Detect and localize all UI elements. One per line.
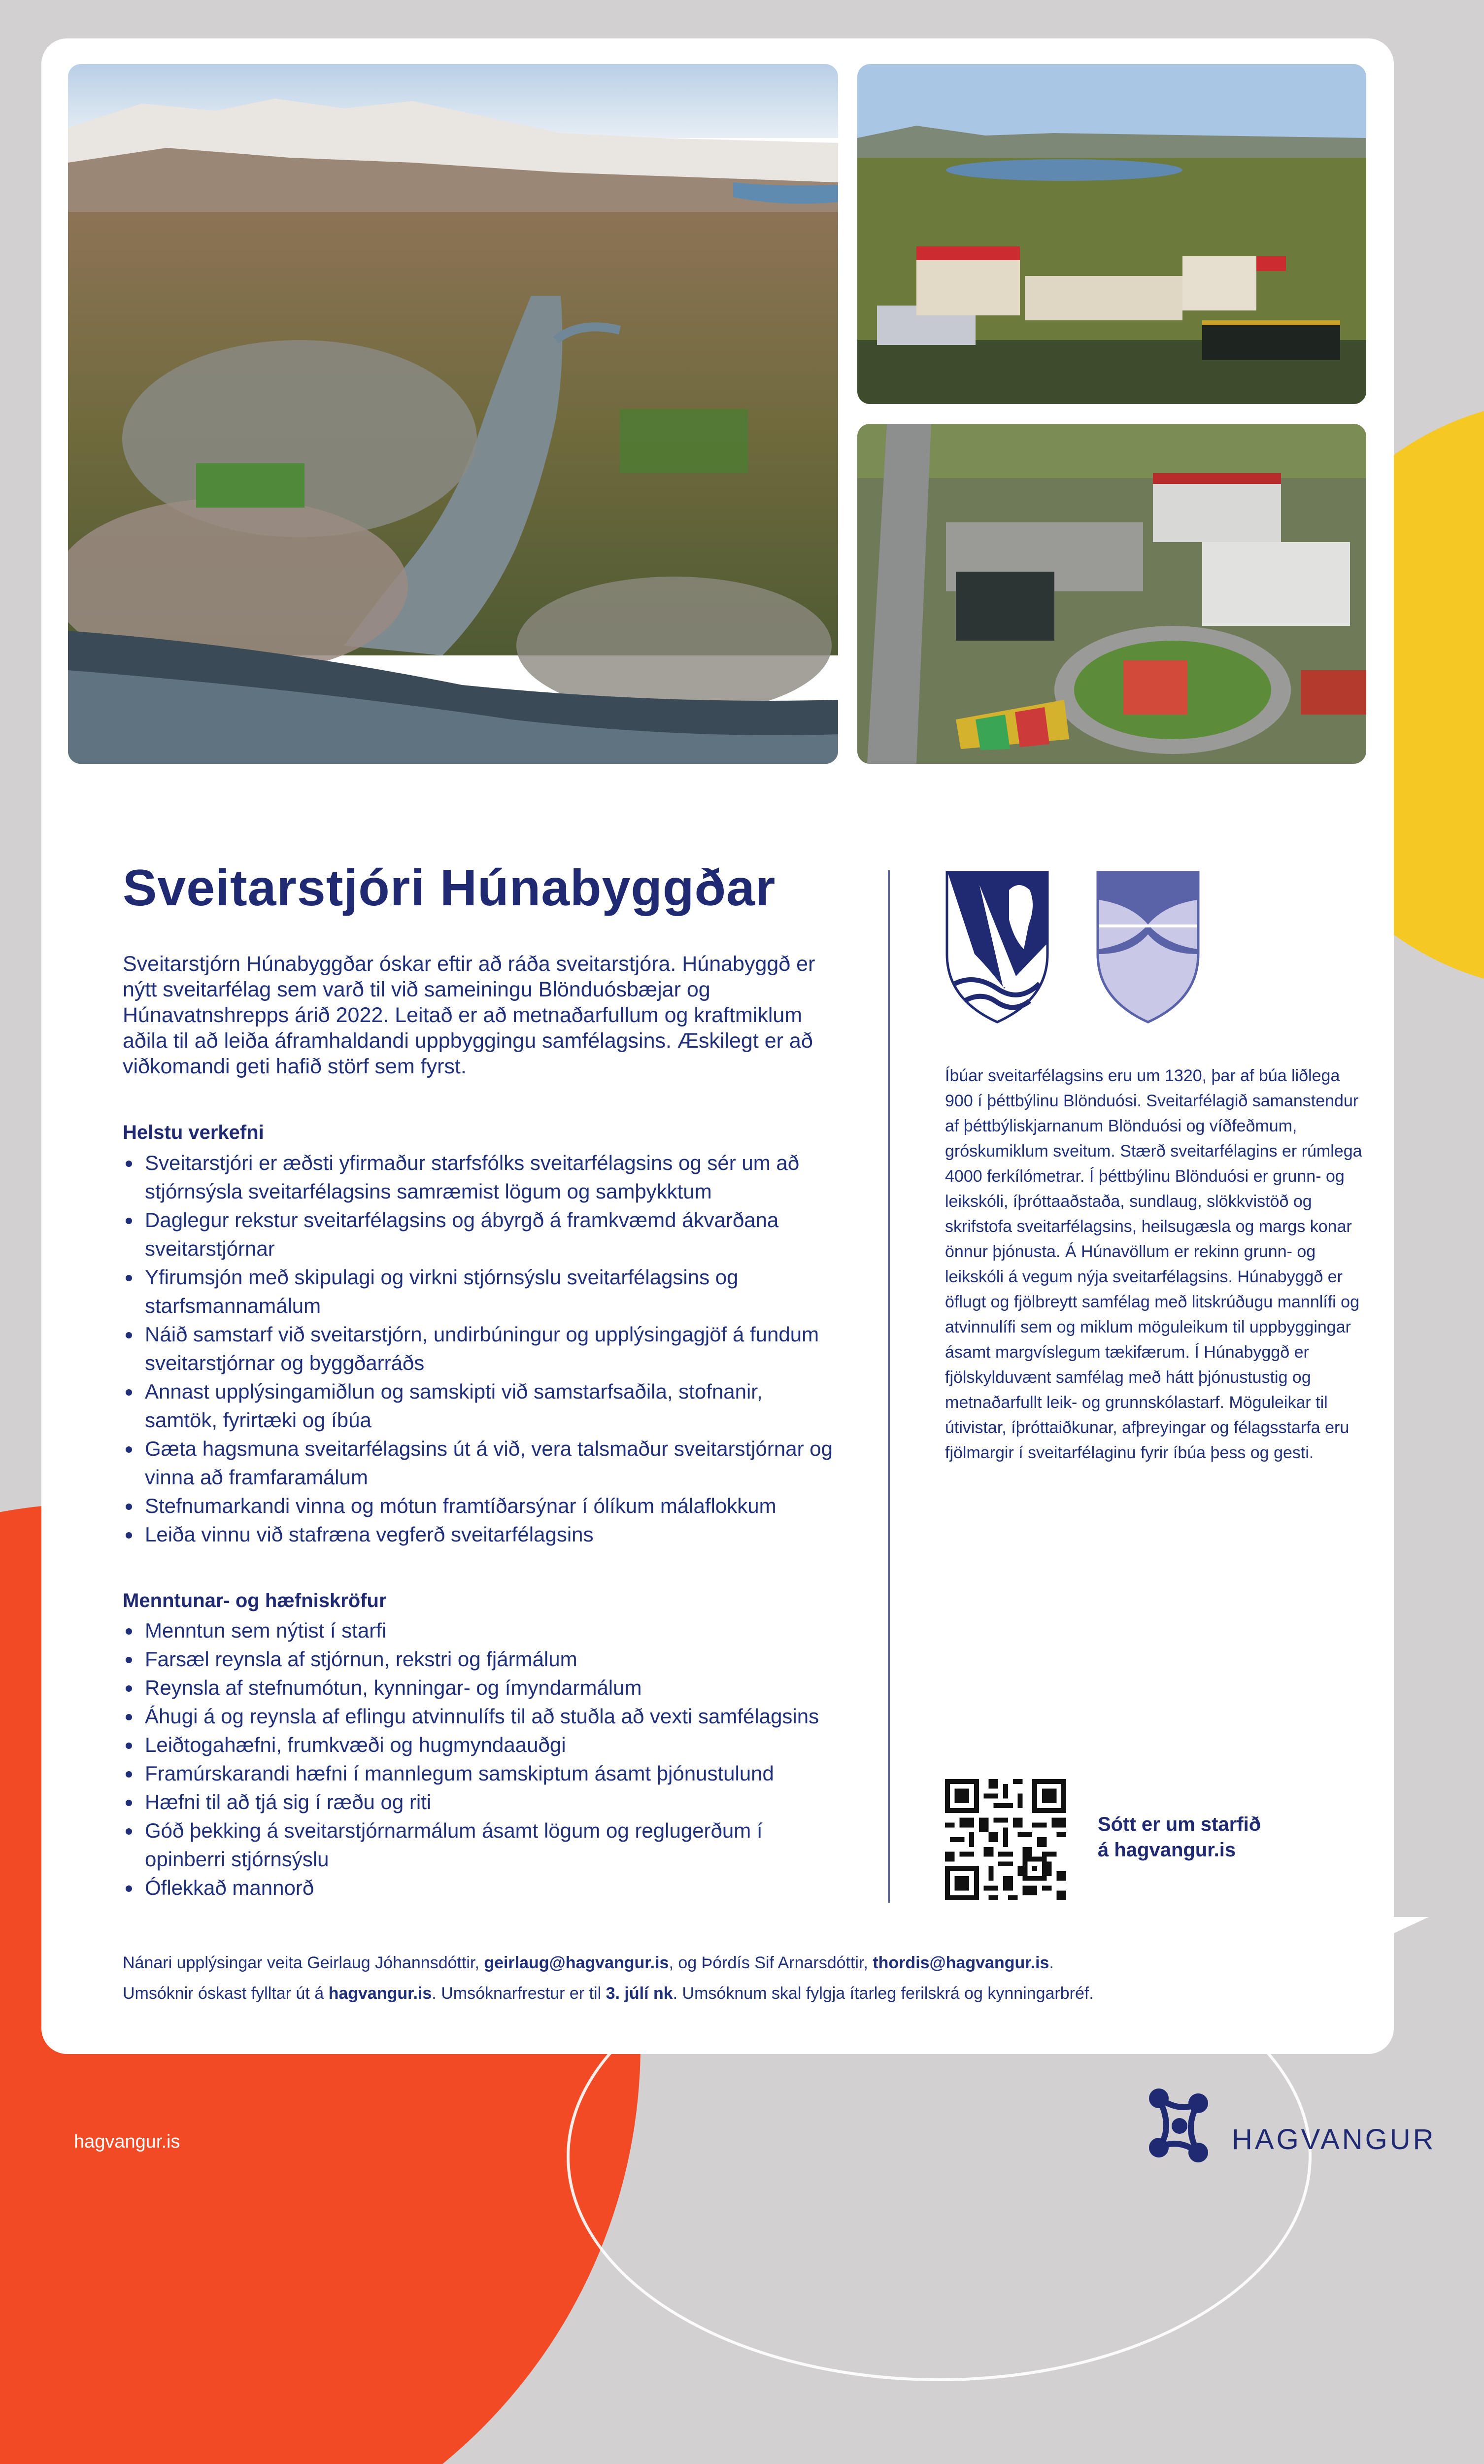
list-item: Daglegur rekstur sveitarfélagsins og ábyrgð á framkvæmd ákvarðana sveitarstjórnar xyxy=(123,1206,837,1263)
deadline-site-link[interactable]: hagvangur.is xyxy=(328,1984,432,2003)
list-item: Framúrskarandi hæfni í mannlegum samskiptum ásamt þjónustulund xyxy=(123,1759,837,1788)
column-divider xyxy=(888,870,890,1903)
deadline-suffix: . Umsóknum skal fylgja ítarleg ferilskrá og kynningarbréf. xyxy=(673,1984,1094,2003)
requirements-heading: Menntunar- og hæfniskröfur xyxy=(123,1590,387,1611)
list-item: Náið samstarf við sveitarstjórn, undirbúningur og upplýsingagjöf á fundum sveitarstjórnar og byggðarráðs xyxy=(123,1320,837,1377)
deadline-middle: . Umsóknarfrestur er til xyxy=(432,1984,606,2003)
list-item: Yfirumsjón með skipulagi og virkni stjórnsýslu sveitarfélagsins og starfsmannamálum xyxy=(123,1263,837,1320)
list-item: Góð þekking á sveitarstjórnarmálum ásamt lögum og reglugerðum í opinberri stjórnsýslu xyxy=(123,1816,837,1874)
contact-email-2[interactable]: thordis@hagvangur.is xyxy=(873,1953,1049,1972)
list-item: Farsæl reynsla af stjórnun, rekstri og fjármálum xyxy=(123,1645,837,1674)
list-item: Leiða vinnu við stafræna vegferð sveitarfélagsins xyxy=(123,1520,837,1549)
intro-paragraph: Sveitarstjórn Húnabyggðar óskar eftir að ráða sveitarstjóra. Húnabyggð er nýtt sveitarfélag sem varð til við sameiningu Blönduósbæjar og Húnavatnshrepps árið 2022. Leitað er að metnaðarfullum og kraftmiklum aðila til að leiða áframhaldandi uppbyggingu samfélagsins. Æskilegt er að viðkomandi geti hafið störf sem fyrst. xyxy=(123,952,815,1078)
list-item: Hæfni til að tjá sig í ræðu og riti xyxy=(123,1788,837,1816)
requirements-list xyxy=(123,1616,837,1902)
tasks-heading: Helstu verkefni xyxy=(123,1122,264,1143)
tasks-list xyxy=(123,1149,837,1549)
list-item: Stefnumarkandi vinna og mótun framtíðarsýnar í ólíkum málaflokkum xyxy=(123,1492,837,1520)
coat-of-arms-river-icon xyxy=(1096,870,1200,1024)
card-tail xyxy=(1133,1917,1429,2054)
hagvangur-logo-icon xyxy=(1144,2084,1218,2167)
list-item: Sveitarstjóri er æðsti yfirmaður starfsfólks sveitarfélagsins og sér um að stjórnsýsla sveitarfélagsins samræmist lögum og samþykktum xyxy=(123,1149,837,1206)
about-paragraph: Íbúar sveitarfélagsins eru um 1320, þar af búa liðlega 900 í þéttbýlinu Blönduósi. Sveitarfélagið samanstendur af þéttbýliskjarnanum Blönduósi og víðfeðmum, gróskumiklum sveitum. Stærð sveitarfélagins er rúmlega 4000 ferkílómetrar. Í þéttbýlinu Blönduósi er grunn- og leikskóli, íþróttaaðstaða, sundlaug, slökkvistöð og skrifstofa sveitarfélagsins, heilsugæsla og margs konar önnur þjónusta. Á Húnavöllum er rekinn grunn- og leikskóli á vegum nýja sveitarfélagsins. Húnabyggð er öflugt og fjölbreytt samfélag með litskrúðugu mannlífi og atvinnulífi sem og miklum möguleikum til uppbyggingar ásamt margvíslegum tækifærum. Í Húnabyggð er fjölskylduvænt samfélag með hátt þjónustustig og metnaðarfullt leik- og grunnskólastarf. Möguleikar til útivistar, íþróttaiðkunar, afþreyingar og félagsstarfa eru fjölmargir í sveitarfélaginu fyrir íbúa þess og gesti. xyxy=(945,1066,1362,1462)
list-item: Áhugi á og reynsla af eflingu atvinnulífs til að stuðla að vexti samfélagsins xyxy=(123,1702,837,1731)
photo-sports-center xyxy=(857,424,1366,764)
list-item: Menntun sem nýtist í starfi xyxy=(123,1616,837,1645)
coat-of-arms-falcon-icon xyxy=(945,870,1049,1024)
deadline-prefix: Umsóknir óskast fylltar út á xyxy=(123,1984,329,2003)
contact-email-1[interactable]: geirlaug@hagvangur.is xyxy=(484,1953,669,1972)
footer-site-link[interactable]: hagvangur.is xyxy=(74,2131,180,2152)
contact-prefix: Nánari upplýsingar veita Geirlaug Jóhannsdóttir, xyxy=(123,1953,484,1972)
list-item: Reynsla af stefnumótun, kynningar- og ímyndarmálum xyxy=(123,1674,837,1702)
list-item: Leiðtogahæfni, frumkvæði og hugmyndaauðgi xyxy=(123,1731,837,1759)
apply-line-2: á hagvangur.is xyxy=(1098,1839,1236,1861)
photo-aerial-town xyxy=(68,64,838,764)
deadline-date: 3. júlí nk xyxy=(606,1984,673,2003)
contact-middle: , og Þórdís Sif Arnarsdóttir, xyxy=(669,1953,873,1972)
apply-line-1: Sótt er um starfið xyxy=(1098,1814,1261,1835)
contact-suffix: . xyxy=(1049,1953,1054,1972)
hagvangur-logo-wordmark: HAGVANGUR xyxy=(1232,2123,1436,2156)
qr-code-icon[interactable] xyxy=(945,1779,1066,1900)
poster-card xyxy=(41,38,1394,2054)
photo-school-buildings xyxy=(857,64,1366,404)
list-item: Annast upplýsingamiðlun og samskipti við samstarfsaðila, stofnanir, samtök, fyrirtæki og íbúa xyxy=(123,1377,837,1435)
list-item: Gæta hagsmuna sveitarfélagsins út á við, vera talsmaður sveitarstjórnar og vinna að framfaramálum xyxy=(123,1435,837,1492)
list-item: Óflekkað mannorð xyxy=(123,1874,837,1902)
apply-callout[interactable] xyxy=(1098,1812,1261,1863)
page-title: Sveitarstjóri Húnabyggðar xyxy=(123,859,776,917)
